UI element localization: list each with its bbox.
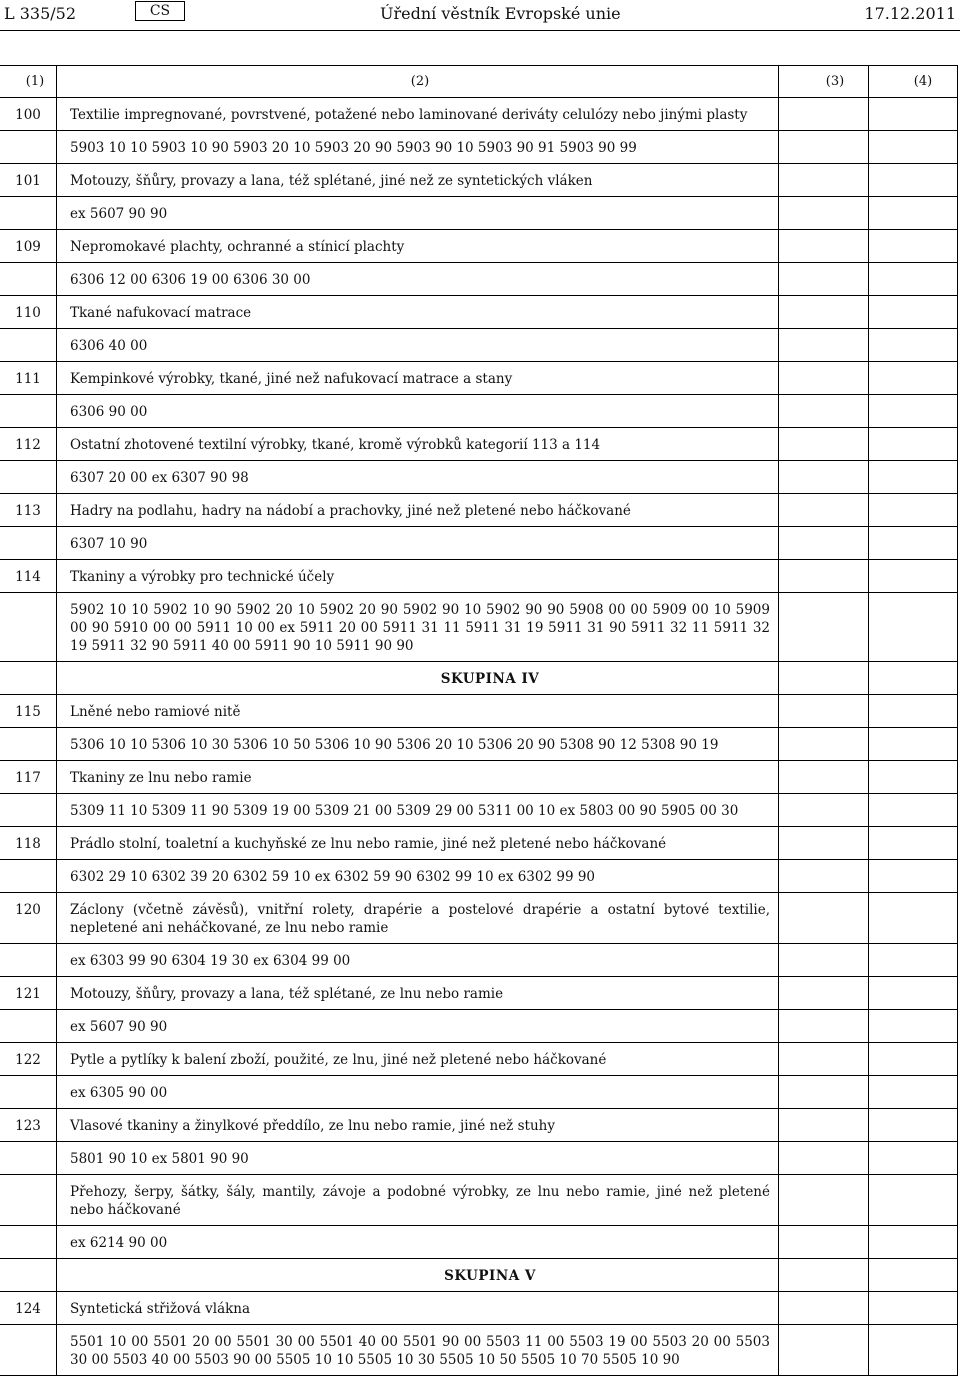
category-row xyxy=(0,760,958,793)
category-row xyxy=(0,559,958,592)
category-number: 114 xyxy=(15,569,41,585)
cn-codes: 6306 40 00 xyxy=(70,338,148,354)
cn-codes-row xyxy=(0,328,958,361)
category-description: Přehozy, šerpy, šátky, šály, mantily, závoje a podobné výrobky, ze lnu nebo ramie, jiné než pletené nebo háčkované xyxy=(70,1184,770,1218)
category-row xyxy=(0,493,958,526)
category-row xyxy=(0,1174,958,1225)
cn-codes-row xyxy=(0,1141,958,1174)
category-description: Prádlo stolní, toaletní a kuchyňské ze lnu nebo ramie, jiné než pletené nebo háčkované xyxy=(70,836,667,852)
category-row xyxy=(0,427,958,460)
column-header: (2) xyxy=(410,74,430,89)
category-description: Motouzy, šňůry, provazy a lana, též splétané, ze lnu nebo ramie xyxy=(70,986,504,1002)
column-header-row xyxy=(0,65,958,97)
category-number: 111 xyxy=(15,371,41,387)
cn-codes-row xyxy=(0,262,958,295)
category-row xyxy=(0,1042,958,1075)
category-table xyxy=(0,65,958,1376)
column-header: (1) xyxy=(25,74,45,89)
table-bottom-rule xyxy=(0,1375,958,1376)
category-row xyxy=(0,892,958,943)
cn-codes-row xyxy=(0,1009,958,1042)
rule-right xyxy=(957,65,958,1375)
cn-codes-row xyxy=(0,1075,958,1108)
cn-codes-row xyxy=(0,1324,958,1375)
cn-codes: 5801 90 10 ex 5801 90 90 xyxy=(70,1151,249,1167)
category-description: Kempinkové výrobky, tkané, jiné než nafukovací matrace a stany xyxy=(70,371,513,387)
cn-codes-row xyxy=(0,130,958,163)
category-number: 122 xyxy=(15,1052,41,1068)
category-number: 112 xyxy=(15,437,41,453)
cn-codes-row xyxy=(0,196,958,229)
group-heading-row xyxy=(0,661,958,694)
category-number: 120 xyxy=(15,902,41,918)
category-number: 121 xyxy=(15,986,41,1002)
cn-codes: ex 6305 90 00 xyxy=(70,1085,168,1101)
cn-codes: 5903 10 10 5903 10 90 5903 20 10 5903 20 90 5903 90 10 5903 90 91 5903 90 99 xyxy=(70,140,637,156)
cn-codes: 6307 10 90 xyxy=(70,536,148,552)
category-description: Textilie impregnované, povrstvené, potažené nebo laminované deriváty celulózy nebo jinými plasty xyxy=(70,107,748,123)
cn-codes-row xyxy=(0,727,958,760)
cn-codes: 5309 11 10 5309 11 90 5309 19 00 5309 21 00 5309 29 00 5311 00 10 ex 5803 00 90 5905 00 30 xyxy=(70,803,739,819)
cn-codes-row xyxy=(0,460,958,493)
category-description: Motouzy, šňůry, provazy a lana, též splétané, jiné než ze syntetických vláken xyxy=(70,173,593,189)
rule-col-3 xyxy=(778,65,779,1375)
category-number: 118 xyxy=(15,836,41,852)
rule-col-4 xyxy=(868,65,869,1375)
cn-codes: ex 5607 90 90 xyxy=(70,1019,168,1035)
rule-col-1 xyxy=(56,65,57,1375)
category-description: Lněné nebo ramiové nitě xyxy=(70,704,241,720)
category-number: 115 xyxy=(15,704,41,720)
column-header: (3) xyxy=(825,74,845,89)
category-description: Syntetická střižová vlákna xyxy=(70,1301,251,1317)
issue-date: 17.12.2011 xyxy=(864,4,956,23)
category-row xyxy=(0,229,958,262)
cn-codes: ex 6214 90 00 xyxy=(70,1235,168,1251)
group-heading: SKUPINA V xyxy=(444,1268,536,1284)
category-description: Vlasové tkaniny a žinylkové předdílo, ze lnu nebo ramie, jiné než stuhy xyxy=(70,1118,555,1134)
cn-codes-row xyxy=(0,592,958,661)
category-description: Ostatní zhotovené textilní výrobky, tkané, kromě výrobků kategorií 113 a 114 xyxy=(70,437,601,453)
category-number: 101 xyxy=(15,173,41,189)
category-number: 113 xyxy=(15,503,41,519)
category-description: Pytle a pytlíky k balení zboží, použité, ze lnu, jiné než pletené nebo háčkované xyxy=(70,1052,607,1068)
cn-codes: 6306 12 00 6306 19 00 6306 30 00 xyxy=(70,272,311,288)
category-description: Tkaniny a výrobky pro technické účely xyxy=(70,569,335,585)
cn-codes: 5501 10 00 5501 20 00 5501 30 00 5501 40 00 5501 90 00 5503 11 00 5503 19 00 5503 20 00 5503 30 00 5503 40 00 5503 90 00 5505 10 10 5505 10 30 5505 10 50 5505 10 70 5505 10 90 xyxy=(70,1334,770,1368)
journal-title: Úřední věstník Evropské unie xyxy=(380,4,621,23)
cn-codes: ex 6303 99 90 6304 19 30 ex 6304 99 00 xyxy=(70,953,351,969)
category-number: 110 xyxy=(15,305,41,321)
language-badge: CS xyxy=(135,1,185,21)
cn-codes: 6307 20 00 ex 6307 90 98 xyxy=(70,470,249,486)
category-description: Nepromokavé plachty, ochranné a stínicí plachty xyxy=(70,239,405,255)
cn-codes-row xyxy=(0,394,958,427)
cn-codes-row xyxy=(0,859,958,892)
category-description: Tkané nafukovací matrace xyxy=(70,305,252,321)
cn-codes: ex 5607 90 90 xyxy=(70,206,168,222)
cn-codes: 5306 10 10 5306 10 30 5306 10 50 5306 10 90 5306 20 10 5306 20 90 5308 90 12 5308 90 19 xyxy=(70,737,719,753)
group-heading: SKUPINA IV xyxy=(440,671,540,687)
category-row xyxy=(0,826,958,859)
category-row xyxy=(0,361,958,394)
cn-codes: 6306 90 00 xyxy=(70,404,148,420)
category-row xyxy=(0,694,958,727)
page-reference: L 335/52 xyxy=(4,4,76,23)
cn-codes: 6302 29 10 6302 39 20 6302 59 10 ex 6302 59 90 6302 99 10 ex 6302 99 90 xyxy=(70,869,596,885)
category-row xyxy=(0,163,958,196)
group-heading-row xyxy=(0,1258,958,1291)
category-row xyxy=(0,976,958,1009)
cn-codes-row xyxy=(0,793,958,826)
category-description: Záclony (včetně závěsů), vnitřní rolety, drapérie a postelové drapérie a ostatní bytové textilie, nepletené ani neháčkované, ze lnu nebo ramie xyxy=(70,902,770,936)
cn-codes: 5902 10 10 5902 10 90 5902 20 10 5902 20 90 5902 90 10 5902 90 90 5908 00 00 5909 00 10 5909 00 90 5910 00 00 5911 10 00 ex 5911 20 00 5911 31 11 5911 31 19 5911 31 90 5911 32 11 5911 32 19 5911 32 90 5911 40 00 5911 90 10 5911 90 90 xyxy=(70,602,770,654)
cn-codes-row xyxy=(0,1225,958,1258)
category-row xyxy=(0,97,958,130)
cn-codes-row xyxy=(0,943,958,976)
category-number: 109 xyxy=(15,239,41,255)
category-description: Tkaniny ze lnu nebo ramie xyxy=(70,770,252,786)
category-row xyxy=(0,295,958,328)
page-header xyxy=(0,0,960,31)
category-number: 117 xyxy=(15,770,41,786)
category-number: 124 xyxy=(15,1301,41,1317)
category-row xyxy=(0,1291,958,1324)
cn-codes-row xyxy=(0,526,958,559)
category-number: 123 xyxy=(15,1118,41,1134)
column-header: (4) xyxy=(913,74,933,89)
category-description: Hadry na podlahu, hadry na nádobí a prachovky, jiné než pletené nebo háčkované xyxy=(70,503,631,519)
category-row xyxy=(0,1108,958,1141)
category-number: 100 xyxy=(15,107,41,123)
